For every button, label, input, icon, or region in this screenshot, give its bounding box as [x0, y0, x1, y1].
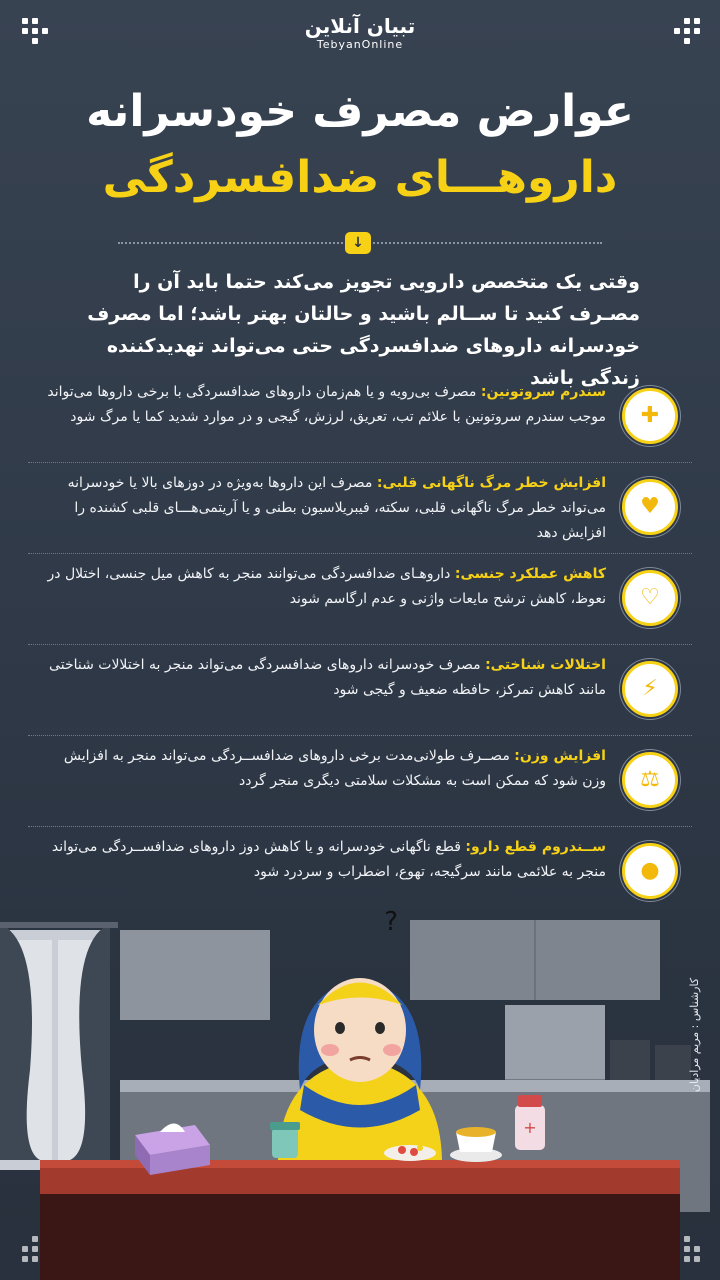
window — [0, 922, 118, 1170]
list-item-heading: افزایش وزن: — [514, 748, 606, 764]
medicine-icon: ✚ — [622, 388, 678, 444]
page-title: عوارض مصرف خودسرانه — [86, 86, 634, 137]
logo — [0, 14, 720, 52]
list-item-heading: افزایش خطر مرگ ناگهانی قلبی: — [376, 475, 606, 491]
list-item-text — [38, 653, 606, 703]
list-item — [28, 644, 692, 735]
credit-text: کارشناس : مریم مرادیان — [688, 977, 701, 1093]
list-item — [28, 735, 692, 826]
page-subtitle: داروهـــای ضدافسردگی — [102, 152, 618, 203]
list-item — [28, 826, 692, 917]
credit-label — [680, 920, 708, 1150]
logo-persian: تبیان آنلاین — [304, 14, 416, 38]
list-item — [28, 462, 692, 553]
table — [40, 1160, 680, 1280]
heart-icon: ♥ — [622, 479, 678, 535]
logo-english: TebyanOnline — [316, 38, 404, 51]
list-item-body: مصرف بی‌رویه و یا هم‌زمان داروهای ضدافسردگی با برخی داروها می‌تواند موجب سندرم سروتونین با علائم تب، تعریق، لرزش، گیجی و در موارد شدید کما یا مرگ شود — [47, 384, 606, 425]
svg-text:+: + — [523, 1118, 537, 1137]
list-item-text — [38, 835, 606, 885]
list-item-text — [38, 562, 606, 612]
list-item-text — [38, 471, 606, 546]
medicine-bottle — [515, 1095, 545, 1150]
list-item-body: مصــرف طولانی‌مدت برخی داروهای ضدافســردگی می‌تواند منجر به افزایش وزن شود که ممکن است به مشکلات سلامتی دیگری منجر گردد — [63, 748, 606, 789]
list-item-body: داروهـای ضدافسردگی می‌توانند منجر به کاهش میل جنسی، اختلال در نعوظ، کاهش ترشح مایعات واژنی و عدم ارگاسم شوند — [47, 566, 606, 607]
list-item-text — [38, 744, 606, 794]
list-item-heading: سندرم سروتونین: — [480, 384, 606, 400]
arrow-down-icon: ↓ — [345, 232, 371, 254]
kitchen-illustration — [0, 910, 720, 1280]
list-item-heading: اختلالات شناختی: — [485, 657, 606, 673]
list-item — [28, 553, 692, 644]
side-effects-list — [28, 372, 692, 917]
pills-pack-icon: ● — [622, 843, 678, 899]
pill-jar — [270, 1122, 300, 1158]
brain-icon: ⚡ — [622, 661, 678, 717]
scale-icon: ⚖ — [622, 752, 678, 808]
list-item-body: مصرف این داروها به‌ویژه در دوزهای بالا یا خودسرانه می‌تواند خطر مرگ ناگهانی قلبی، سکته، فیبریلاسیون بطنی و یا آریتمی‌هـــای قلبی کشنده را افزایش دهد — [67, 475, 606, 541]
svg-text:?: ? — [384, 910, 398, 937]
list-item-body: مصرف خودسرانه داروهای ضدافسردگی می‌تواند منجر به اختلالات شناختی مانند کاهش تمرکز، حافظه ضعیف و گیجی شود — [49, 657, 606, 698]
list-item-body: قطع ناگهانی خودسرانه و یا کاهش دوز داروهای ضدافســردگی می‌تواند منجر به علائمی مانند سرگیجه، تهوع، اضطراب و سردرد شود — [51, 839, 606, 880]
pills-plate — [384, 1145, 436, 1161]
list-item-heading: کاهش عملکرد جنسی: — [454, 566, 606, 582]
list-item-text — [38, 380, 606, 430]
heart-bubble-icon: ♡ — [622, 570, 678, 626]
list-item-heading: ســندروم قطع دارو: — [465, 839, 606, 855]
list-item — [28, 372, 692, 462]
intro-paragraph: وقتی یک متخصص دارویی تجویز می‌کند حتما باید آن را مصـرف کنید تا ســالم باشید و حالتان بهتر باشد؛ اما مصرف خودسرانه داروهای ضدافسردگی حتی می‌تواند تهدیدکننده زندگی باشد — [87, 271, 640, 389]
